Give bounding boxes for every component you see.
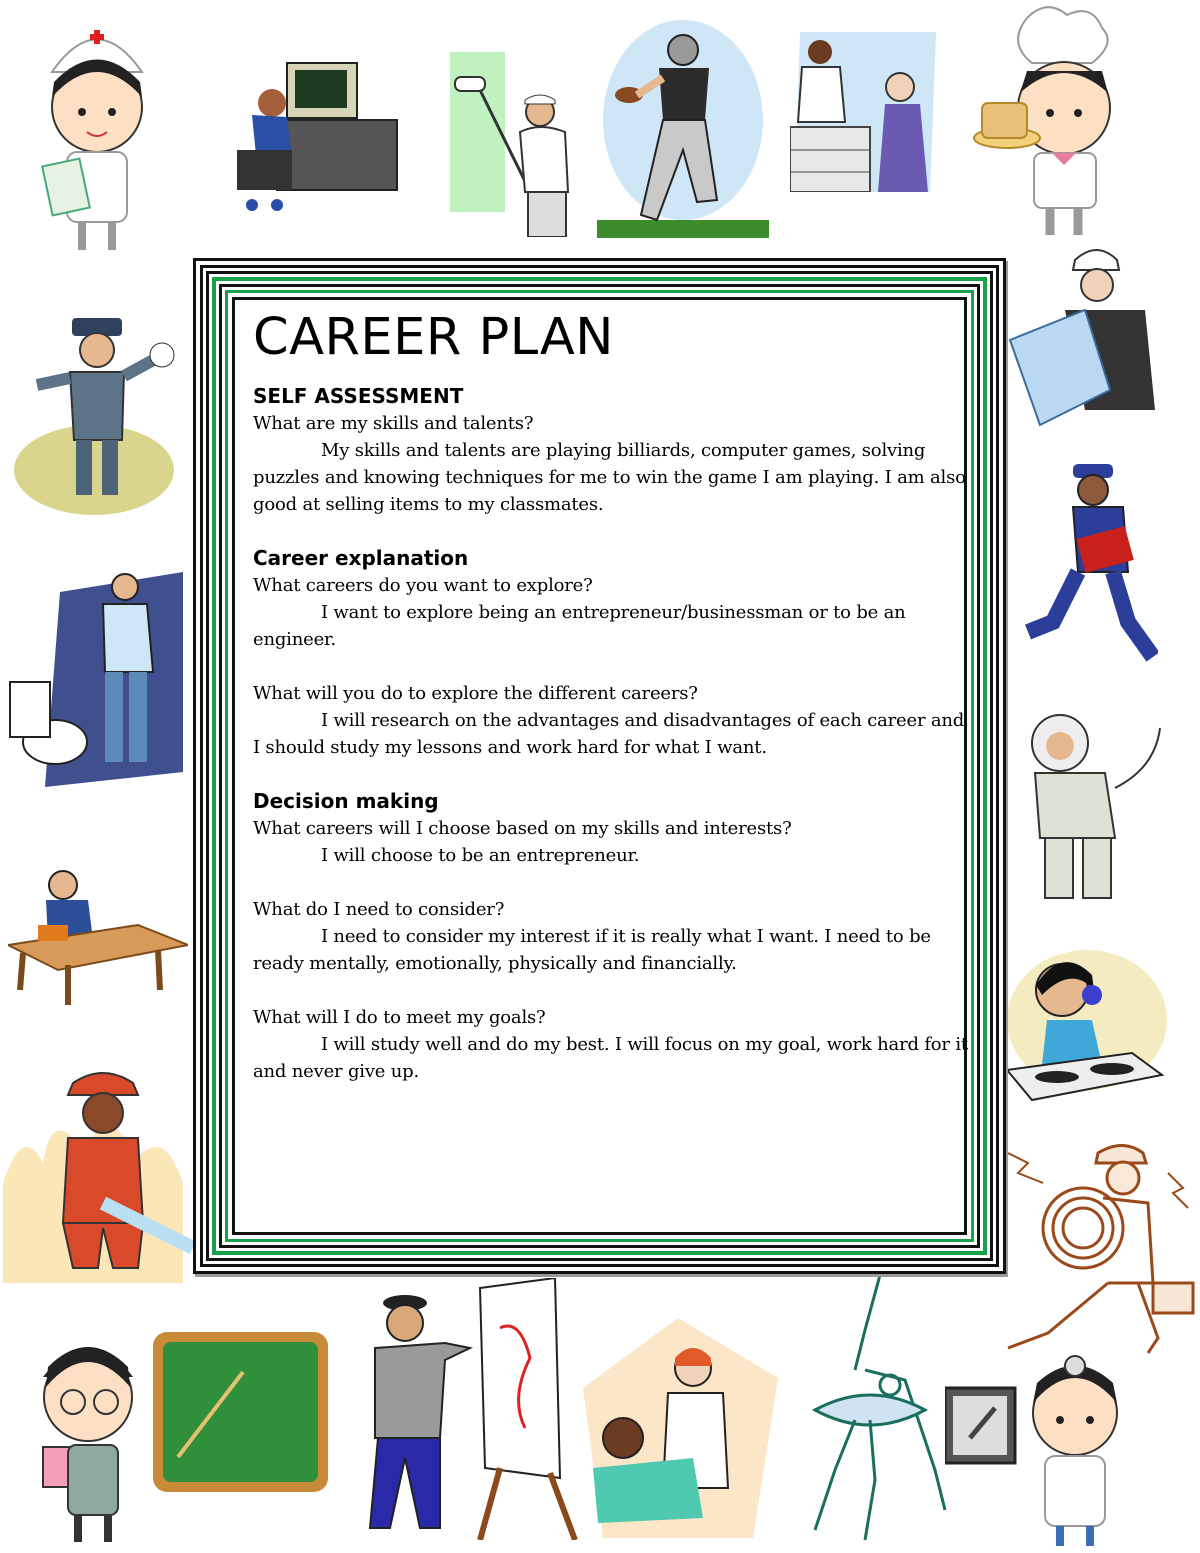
painter-icon xyxy=(450,52,580,237)
teacher-icon xyxy=(28,1317,328,1545)
question: What will you do to explore the different careers? xyxy=(253,683,698,704)
document-frame xyxy=(193,258,1006,1274)
firefighter-icon xyxy=(3,1063,193,1283)
section-heading-decision-making: Decision making xyxy=(253,789,439,813)
football-player-icon xyxy=(597,20,769,238)
electrician-icon xyxy=(988,1133,1196,1358)
dj-icon xyxy=(1002,945,1167,1103)
answer: I will study well and do my best. I will focus on my goal, work hard for it and never give up. xyxy=(253,1034,968,1082)
police-officer-icon xyxy=(12,310,177,518)
page-title: CAREER PLAN xyxy=(253,308,614,367)
astronaut-icon xyxy=(1005,708,1165,908)
section-heading-career-explanation: Career explanation xyxy=(253,546,469,570)
plumber-icon xyxy=(5,572,183,790)
answer: I want to explore being an entrepreneur/businessman or to be an engineer. xyxy=(253,602,906,650)
ballerina-icon xyxy=(795,1270,947,1545)
document-body xyxy=(253,307,973,1085)
question: What do I need to consider? xyxy=(253,899,505,920)
artist-icon xyxy=(350,1278,582,1540)
question: What careers will I choose based on my skills and interests? xyxy=(253,818,792,839)
engineer-icon xyxy=(1005,240,1167,432)
carpenter-icon xyxy=(8,865,188,1010)
chef-icon xyxy=(972,3,1147,239)
pharmacist-icon xyxy=(790,32,936,192)
answer: My skills and talents are playing billiards, computer games, solving puzzles and knowing techniques for me to win the game I am playing. I am also good at selling items to my classmates. xyxy=(253,440,966,515)
courier-icon xyxy=(1018,462,1158,672)
computer-worker-icon xyxy=(232,55,400,215)
doctor-icon xyxy=(945,1348,1145,1548)
answer: I need to consider my interest if it is really what I want. I need to be ready mentally, emotionally, physically and financially. xyxy=(253,926,931,974)
section-heading-self-assessment: SELF ASSESSMENT xyxy=(253,384,464,408)
question: What are my skills and talents? xyxy=(253,413,534,434)
question: What will I do to meet my goals? xyxy=(253,1007,546,1028)
answer: I will choose to be an entrepreneur. xyxy=(321,845,640,866)
dentist-icon xyxy=(583,1318,778,1538)
answer: I will research on the advantages and disadvantages of each career and I should study my lessons and work hard for what I want. xyxy=(253,710,965,758)
nurse-icon xyxy=(22,12,172,252)
question: What careers do you want to explore? xyxy=(253,575,593,596)
